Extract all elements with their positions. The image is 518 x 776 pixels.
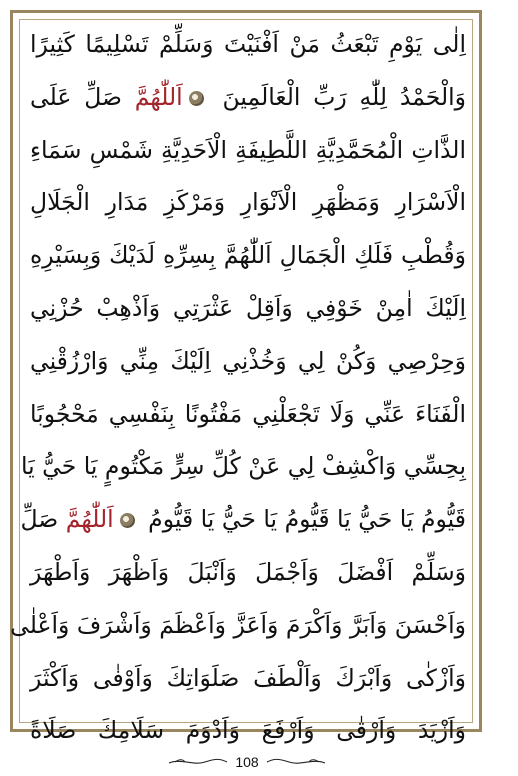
page-number: 108	[235, 754, 259, 770]
text-segment: وَسَلِّمْ اَفْضَلَ وَاَجْمَلَ وَاَنْبَلَ وَاَظْهَرَ وَاَطْهَرَ	[30, 557, 466, 586]
text-line-3	[30, 124, 466, 177]
text-line-6	[30, 282, 466, 335]
text-line-14	[30, 704, 466, 757]
text-line-7	[30, 335, 466, 388]
medallion-icon	[189, 91, 204, 106]
text-line-9	[20, 440, 466, 493]
allahumma-heading: اَللّٰهُمَّ	[134, 82, 183, 111]
text-segment: اِلَيْكَ اٰمِنْ خَوْفِي وَاَقِلْ عَثْرَتِي وَاَذْهِبْ حُزْنِي	[30, 293, 466, 322]
allahumma-heading: اَللّٰهُمَّ	[65, 505, 114, 534]
text-line-13	[30, 652, 466, 705]
text-segment: صَلِّ عَلَى	[30, 82, 135, 111]
text-segment: وَاَزْيَدَ وَاَرْقٰى وَاَرْفَعَ وَاَدْوَمَ سَلَامِكَ صَلَاةً	[30, 716, 466, 745]
text-line-5	[30, 229, 466, 282]
text-line-4	[30, 176, 466, 229]
arabic-text-block	[10, 18, 466, 757]
text-segment: وَاَزْكٰى وَاَبْرَكَ وَاَلْطَفَ صَلَوَاتِكَ وَاَوْفٰى وَاَكْثَرَ	[30, 663, 466, 692]
text-line-1	[30, 18, 466, 71]
text-segment: بِحِسِّي وَاكْشِفْ لِي عَنْ كُلِّ سِرٍّ مَكْتُومٍ يَا حَيُّ يَا	[20, 452, 466, 481]
text-segment: الذَّاتِ الْمُحَمَّدِيَّةِ اللَّطِيفَةِ الْاَحَدِيَّةِ شَمْسِ سَمَاءِ	[30, 135, 466, 164]
text-segment: وَحِرْصِي وَكُنْ لِي وَخُذْنِي اِلَيْكَ مِنِّي وَارْزُقْنِي	[30, 346, 466, 375]
page-footer	[0, 752, 494, 772]
text-line-8	[30, 388, 466, 441]
text-line-11	[30, 546, 466, 599]
text-segment: الْاَسْرَارِ وَمَظْهَرِ الْاَنْوَارِ وَمَرْكَزِ مَدَارِ الْجَلَالِ	[30, 188, 466, 217]
flourish-right-icon	[265, 757, 327, 767]
text-line-10	[20, 493, 466, 546]
text-segment: الْفَنَاءَ عَنِّي وَلَا تَجْعَلْنِي مَفْتُونًا بِنَفْسِي مَحْجُوبًا	[30, 399, 466, 428]
text-segment: صَلِّ	[20, 505, 66, 534]
text-segment: قَيُّومُ يَا حَيُّ يَا قَيُّومُ يَا حَيُّ يَا قَيُّومُ	[140, 505, 466, 534]
text-segment: اِلٰى يَوْمِ تَبْعَثُ مَنْ اَفْنَيْتَ وَسَلِّمْ تَسْلِيمًا كَثِيرًا	[30, 30, 466, 58]
flourish-left-icon	[167, 757, 229, 767]
medallion-icon	[120, 513, 135, 528]
text-segment: وَالْحَمْدُ لِلّٰهِ رَبِّ الْعَالَمِينَ	[209, 82, 466, 111]
text-line-2	[30, 71, 466, 124]
text-segment: وَقُطْبِ فَلَكِ الْجَمَالِ اَللّٰهُمَّ بِسِرِّهِ لَدَيْكَ وَبِسَيْرِهِ	[30, 241, 466, 270]
text-segment: وَاَحْسَنَ وَاَبَرَّ وَاَكْرَمَ وَاَعَزَّ وَاَعْظَمَ وَاَشْرَفَ وَاَعْلٰى	[10, 610, 466, 639]
text-line-12	[10, 599, 466, 652]
